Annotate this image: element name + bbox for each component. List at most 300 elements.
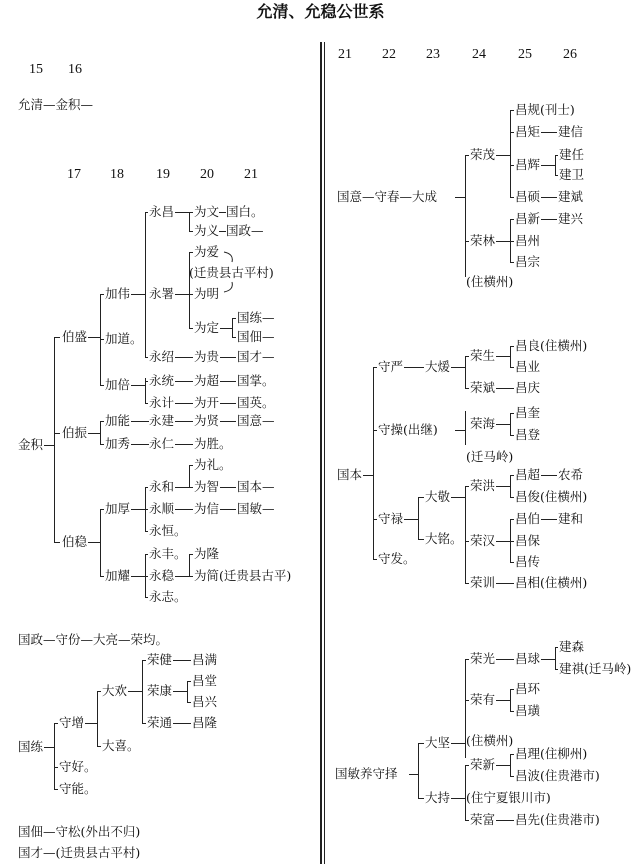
person-name: 为贤 [194, 413, 220, 428]
tree-line [496, 765, 510, 766]
tree-line [465, 486, 469, 487]
person-name: 昌硕 [515, 189, 541, 204]
tree-line [175, 381, 193, 382]
tree-line [510, 346, 511, 367]
tree-line [541, 197, 557, 198]
tree-line [54, 723, 58, 724]
person-name: 昌伯 [515, 511, 541, 526]
person-name: 昌球 [515, 651, 541, 666]
person-name: 建信 [558, 124, 584, 139]
tree-line [404, 367, 424, 368]
person-name: 为超 [194, 373, 220, 388]
tree-line [465, 659, 469, 660]
tree-line [220, 421, 236, 422]
person-name: 为明 [194, 286, 220, 301]
tree-line [496, 388, 514, 389]
person-name: 建任 [559, 147, 585, 162]
tree-line [541, 519, 557, 520]
person-name: 昌宗 [515, 254, 541, 269]
person-name: 永统 [149, 373, 175, 388]
tree-line [510, 346, 514, 347]
tree-line [175, 509, 193, 510]
person-name: 建卫 [559, 167, 585, 182]
person-name: 永志。 [149, 589, 187, 604]
tree-line [173, 723, 191, 724]
person-name: 昌俊(住横州) [515, 489, 588, 504]
tree-line [145, 576, 148, 577]
tree-line [173, 691, 187, 692]
tree-line [220, 381, 236, 382]
person-name: 昌波(住贵港市) [515, 768, 600, 783]
tree-line [510, 367, 514, 368]
person-name: 荣汉 [470, 533, 496, 548]
person-name: 昌业 [515, 359, 541, 374]
tree-line [451, 497, 465, 498]
tree-line [131, 509, 145, 510]
person-name: 昌新 [515, 211, 541, 226]
tree-line [510, 110, 514, 111]
person-name: 荣生 [470, 348, 496, 363]
person-name: 昌辉 [515, 157, 541, 172]
person-name: 国练 [18, 739, 44, 754]
person-name: 昌庆 [515, 380, 541, 395]
tree-line [418, 497, 419, 539]
tree-line [175, 421, 193, 422]
person-name: 国意— [237, 413, 275, 428]
generation-number: 26 [563, 47, 577, 62]
person-name: 为隆 [194, 546, 220, 561]
person-name: 加厚 [105, 501, 131, 516]
tree-line [189, 465, 193, 466]
person-name: 永绍 [149, 349, 175, 364]
person-name: 昌堂 [192, 673, 218, 688]
note: (迁贵县古平村) [189, 265, 274, 280]
lineage-line: 国意—守春—大成 [337, 189, 438, 204]
tree-line [189, 328, 193, 329]
tree-line [54, 433, 60, 434]
tree-line [175, 576, 189, 577]
tree-line [100, 339, 104, 340]
tree-line [44, 445, 54, 446]
tree-line [97, 746, 101, 747]
person-name: 守严 [378, 359, 404, 374]
tree-line [100, 421, 101, 444]
tree-line [232, 318, 236, 319]
person-name: 伯稳 [62, 534, 88, 549]
person-name: 加能 [105, 413, 131, 428]
note: (住宁夏银川市) [466, 790, 551, 805]
tree-line [555, 669, 558, 670]
tree-line [465, 765, 469, 766]
tree-line [189, 252, 193, 253]
tree-line [418, 539, 424, 540]
tree-line [418, 743, 424, 744]
person-name: 昌先(住贵港市) [515, 812, 600, 827]
tree-line [189, 212, 193, 213]
person-name: 大喜。 [102, 738, 140, 753]
generation-number: 18 [110, 167, 124, 182]
person-name: 国政— [226, 223, 264, 238]
tree-line [555, 647, 556, 669]
person-name: 大铭。 [425, 531, 463, 546]
person-name: 荣新 [470, 757, 496, 772]
lineage-line: 国才—(迁贵县古平村) [18, 845, 141, 860]
tree-line [100, 576, 104, 577]
tree-line [496, 155, 510, 156]
tree-line [232, 318, 233, 337]
tree-line [189, 465, 190, 487]
person-name: 为贵 [194, 349, 220, 364]
generation-number: 23 [426, 47, 440, 62]
person-name: 昌环 [515, 681, 541, 696]
tree-line [220, 328, 232, 329]
person-name: 永顺 [149, 501, 175, 516]
person-name: 昌隆 [192, 715, 218, 730]
person-name: 荣康 [147, 683, 173, 698]
tree-line [510, 497, 514, 498]
person-name: 荣茂 [470, 147, 496, 162]
person-name: 大持 [425, 790, 451, 805]
tree-line [131, 385, 145, 386]
tree-line [510, 562, 514, 563]
tree-line [220, 403, 236, 404]
tree-line [465, 356, 466, 388]
person-name: 荣富 [470, 812, 496, 827]
tree-line [220, 357, 236, 358]
tree-line [145, 554, 148, 555]
tree-line [465, 700, 469, 701]
tree-line [541, 132, 557, 133]
person-name: 大欢 [102, 683, 128, 698]
tree-line [219, 212, 226, 213]
person-name: 为文 [194, 204, 220, 219]
tree-line [465, 388, 469, 389]
tree-line [510, 165, 514, 166]
tree-line [145, 381, 148, 382]
tree-line [510, 241, 514, 242]
tree-line [496, 659, 514, 660]
person-name: 大敬 [425, 489, 451, 504]
person-name: 国掌。 [237, 373, 275, 388]
tree-line [510, 219, 514, 220]
tree-line [465, 155, 469, 156]
tree-line [373, 519, 377, 520]
person-name: 建和 [558, 511, 584, 526]
tree-line [465, 411, 466, 445]
person-name: 守能。 [59, 781, 97, 796]
note: (住横州) [466, 733, 514, 748]
person-name: 荣海 [470, 416, 496, 431]
tree-line [465, 820, 469, 821]
person-name: 加秀 [105, 436, 131, 451]
tree-line [131, 421, 149, 422]
tree-line [510, 711, 514, 712]
person-name: 国本 [337, 467, 363, 482]
generation-number: 25 [518, 47, 532, 62]
tree-line [373, 559, 377, 560]
tree-line [496, 241, 510, 242]
tree-line [510, 475, 511, 497]
tree-line [465, 583, 469, 584]
person-name: 昌规(刊士) [515, 102, 575, 117]
tree-line [189, 212, 190, 231]
tree-line [465, 241, 466, 277]
person-name: 国敏— [237, 501, 275, 516]
tree-line [465, 541, 469, 542]
person-name: 荣有 [470, 692, 496, 707]
person-name: 永恒。 [149, 523, 187, 538]
person-name: 加倍 [105, 377, 131, 392]
tree-line [54, 337, 60, 338]
person-name: 伯盛 [62, 329, 88, 344]
tree-line [44, 747, 54, 748]
person-name: 国佃— [237, 329, 275, 344]
person-name: 昌登 [515, 427, 541, 442]
tree-line [187, 702, 191, 703]
person-name: 国敏养守择 [335, 766, 398, 781]
generation-number: 16 [68, 62, 82, 77]
person-name: 昌奎 [515, 405, 541, 420]
tree-line [373, 367, 377, 368]
tree-line [496, 424, 510, 425]
person-name: 荣健 [147, 652, 173, 667]
generation-number: 22 [382, 47, 396, 62]
tree-line [189, 554, 190, 576]
person-name: 永稳 [149, 568, 175, 583]
person-name: 建祺(迁马岭) [559, 661, 632, 676]
generation-number: 15 [29, 62, 43, 77]
generation-number: 24 [472, 47, 486, 62]
tree-line [88, 542, 100, 543]
person-name: 昌良(住横州) [515, 338, 588, 353]
tree-line [451, 367, 465, 368]
note: (迁马岭) [466, 449, 514, 464]
person-name: 昌保 [515, 533, 541, 548]
person-name: 守增 [59, 715, 85, 730]
tree-line [100, 444, 104, 445]
tree-line [541, 475, 557, 476]
tree-line [131, 576, 145, 577]
tree-line [510, 262, 514, 263]
column-divider [320, 42, 322, 864]
tree-line [363, 475, 373, 476]
tree-line [541, 659, 555, 660]
tree-line [373, 430, 377, 431]
tree-line [510, 754, 514, 755]
person-name: 守操(出继) [378, 422, 438, 437]
person-name: 加耀 [105, 568, 131, 583]
tree-line [373, 367, 374, 559]
tree-line [100, 509, 104, 510]
page-title: 允清、允稳公世系 [256, 2, 385, 21]
tree-line [510, 776, 514, 777]
tree-line [555, 155, 556, 175]
tree-line [555, 155, 558, 156]
person-name: 昌超 [515, 467, 541, 482]
tree-line [54, 542, 60, 543]
tree-line [555, 175, 558, 176]
person-name: 国白。 [226, 204, 264, 219]
tree-line [142, 723, 146, 724]
tree-line [145, 403, 148, 404]
tree-line [145, 357, 148, 358]
tree-line [54, 767, 58, 768]
tree-line [219, 231, 226, 232]
person-name: 永昌 [149, 204, 175, 219]
person-name: 永丰。 [149, 546, 187, 561]
tree-line [54, 723, 55, 789]
person-name: 昌州 [515, 233, 541, 248]
tree-line [455, 197, 465, 198]
tree-line [145, 212, 146, 357]
tree-line [54, 337, 55, 542]
person-name: 加道。 [105, 331, 143, 346]
tree-line [496, 820, 514, 821]
generation-number: 21 [338, 47, 352, 62]
person-name: 建森 [559, 639, 585, 654]
tree-line [88, 337, 100, 338]
tree-line [100, 294, 104, 295]
tree-line [510, 475, 514, 476]
tree-line [145, 487, 148, 488]
person-name: 为礼。 [194, 457, 232, 472]
tree-line [510, 689, 511, 711]
tree-line [496, 541, 510, 542]
person-name: 为义 [194, 223, 220, 238]
tree-line [510, 413, 511, 435]
generation-number: 17 [67, 167, 81, 182]
tree-line [541, 219, 557, 220]
tree-line [145, 212, 148, 213]
person-name: 为开 [194, 395, 220, 410]
tree-line [496, 356, 510, 357]
tree-line [175, 444, 193, 445]
tree-line [465, 155, 466, 241]
person-name: 加伟 [105, 286, 131, 301]
tree-line [187, 681, 188, 702]
person-name: 守禄 [378, 511, 404, 526]
tree-line [189, 554, 193, 555]
tree-line [418, 798, 424, 799]
tree-line [189, 252, 190, 328]
tree-line [555, 647, 558, 648]
person-name: 金积 [18, 437, 44, 452]
person-name: 昌矩 [515, 124, 541, 139]
tree-line [418, 497, 424, 498]
person-name: 建斌 [558, 189, 584, 204]
tree-line [455, 430, 465, 431]
person-name: 永和 [149, 479, 175, 494]
person-name: 昌兴 [192, 694, 218, 709]
person-name: 农希 [558, 467, 584, 482]
tree-line [88, 433, 100, 434]
tree-line [131, 444, 149, 445]
tree-line [189, 231, 193, 232]
tree-line [409, 774, 418, 775]
tree-line [510, 435, 514, 436]
person-name: 大坚 [425, 735, 451, 750]
note: (住横州) [466, 274, 514, 289]
tree-line [131, 294, 145, 295]
person-name: 昌满 [192, 652, 218, 667]
person-name: 昌理(住柳州) [515, 746, 588, 761]
tree-line [187, 681, 191, 682]
lineage-line: 国佃—守松(外出不归) [18, 824, 141, 839]
person-name: 永计 [149, 395, 175, 410]
tree-line [496, 583, 514, 584]
person-name: 为信 [194, 501, 220, 516]
tree-line [100, 509, 101, 576]
generation-number: 19 [156, 167, 170, 182]
person-name: 荣斌 [470, 380, 496, 395]
person-name: 永仁 [149, 436, 175, 451]
person-name: 国本— [237, 479, 275, 494]
tree-line [100, 421, 104, 422]
tree-line [142, 660, 146, 661]
tree-line [145, 597, 148, 598]
person-name: 国练— [237, 310, 275, 325]
person-name: 为爱 [194, 244, 220, 259]
person-name: 永建 [149, 413, 175, 428]
person-name: 国才— [237, 349, 275, 364]
tree-line [97, 691, 98, 746]
tree-line [510, 110, 511, 197]
tree-line [145, 531, 148, 532]
tree-line [451, 743, 465, 744]
tree-line [100, 385, 104, 386]
lineage-line: 国政—守份—大亮—荣均。 [18, 632, 169, 647]
tree-line [145, 509, 148, 510]
tree-line [510, 519, 514, 520]
person-name: 昌璜 [515, 703, 541, 718]
person-name: 荣林 [470, 233, 496, 248]
person-name: 建兴 [558, 211, 584, 226]
tree-line [189, 576, 193, 577]
column-divider-thin [324, 42, 325, 864]
person-name: 国英。 [237, 395, 275, 410]
person-name: 守好。 [59, 759, 97, 774]
bracket-arc [222, 248, 238, 296]
tree-line [510, 689, 514, 690]
tree-line [404, 519, 418, 520]
tree-line [175, 487, 189, 488]
person-name: 为胜。 [194, 436, 232, 451]
lineage-line: 允清—金积— [18, 97, 94, 112]
person-name: 荣通 [147, 715, 173, 730]
tree-line [189, 294, 193, 295]
generation-number: 20 [200, 167, 214, 182]
tree-line [510, 132, 514, 133]
tree-line [220, 509, 236, 510]
tree-line [173, 660, 191, 661]
tree-line [128, 691, 142, 692]
person-name: 为智 [194, 479, 220, 494]
tree-line [541, 165, 555, 166]
tree-line [175, 212, 189, 213]
tree-line [175, 294, 189, 295]
person-name: 为定 [194, 320, 220, 335]
tree-line [54, 789, 58, 790]
tree-line [85, 723, 97, 724]
tree-line [175, 403, 193, 404]
person-name: 昌传 [515, 554, 541, 569]
tree-line [465, 486, 466, 583]
tree-line [451, 798, 465, 799]
tree-line [496, 700, 510, 701]
person-name: 荣洪 [470, 478, 496, 493]
tree-line [142, 660, 143, 723]
tree-line [418, 743, 419, 798]
